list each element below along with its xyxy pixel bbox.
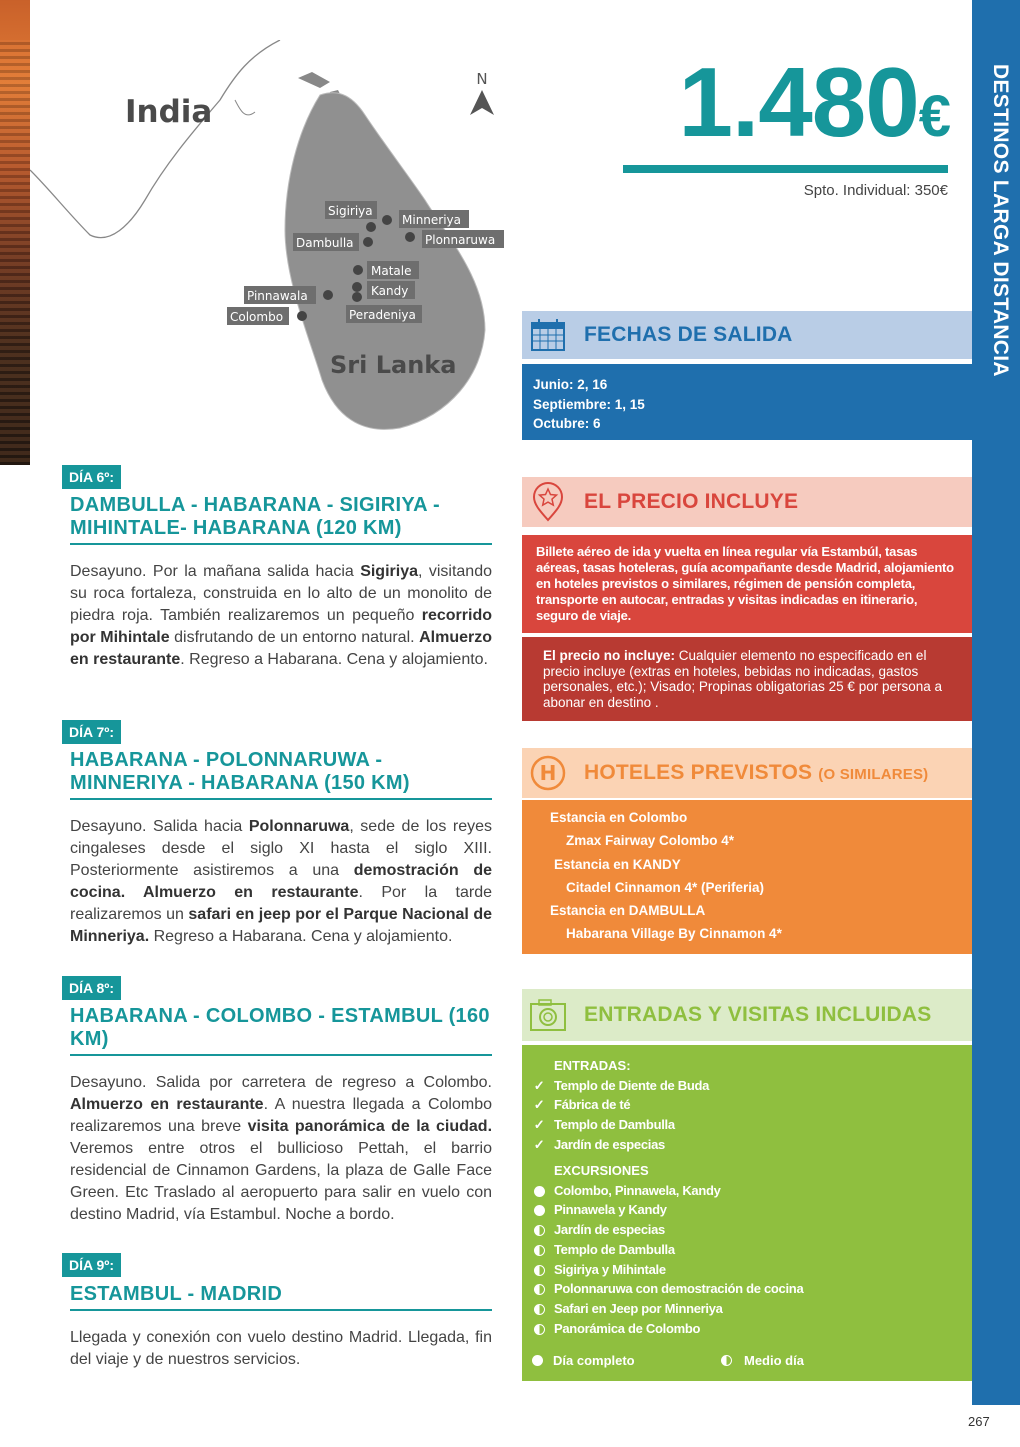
hotel-stay-colombo: Estancia en Colombo xyxy=(550,810,688,825)
date-line: Junio: 2, 16 xyxy=(533,377,608,392)
single-supplement: Spto. Individual: 350€ xyxy=(803,182,948,199)
map-place-dambulla: Dambulla xyxy=(296,236,354,250)
day-badge: DÍA 7º: xyxy=(62,720,121,744)
date-line: Octubre: 6 xyxy=(533,416,601,431)
half-day-icon xyxy=(721,1355,732,1366)
list-item: ✓ Jardín de especias xyxy=(533,1136,665,1152)
map-place-plonnaruwa: Plonnaruwa xyxy=(425,233,496,247)
list-item: ✓ Fábrica de té xyxy=(533,1097,631,1113)
list-item: Panorámica de Colombo xyxy=(522,1321,972,1341)
half-day-icon xyxy=(534,1225,545,1236)
day-badge: DÍA 8º: xyxy=(62,976,121,1000)
half-day-icon xyxy=(534,1284,545,1295)
calendar-icon xyxy=(526,313,570,357)
half-day-icon xyxy=(534,1304,545,1315)
hotels-title-sub: (O SIMILARES) xyxy=(818,766,929,783)
day-title: HABARANA - COLOMBO - ESTAMBUL (160 KM) xyxy=(70,1005,492,1056)
dates-title: FECHAS DE SALIDA xyxy=(584,323,793,346)
day-title: HABARANA - POLONNARUWA - MINNERIYA - HABARANA (150 KM) xyxy=(70,749,492,800)
visits-title: ENTRADAS Y VISITAS INCLUIDAS xyxy=(584,1003,932,1026)
map-label-india: India xyxy=(125,94,213,130)
list-item: Colombo, Pinnawela, Kandy xyxy=(522,1183,972,1203)
check-icon: ✓ xyxy=(533,1116,545,1132)
section-side-title: DESTINOS LARGA DISTANCIA xyxy=(989,64,1012,377)
camera-icon xyxy=(526,993,570,1037)
dates-box xyxy=(522,364,972,440)
map-place-minneriya: Minneriya xyxy=(402,213,462,227)
hotels-box xyxy=(522,800,972,954)
map-place-pinnawala: Pinnawala xyxy=(247,289,308,303)
hotels-title-main: HOTELES PREVISTOS xyxy=(584,761,813,784)
not-included-label: El precio no incluye: xyxy=(543,648,676,663)
hotels-title xyxy=(584,761,928,785)
list-item: ✓ Templo de Diente de Buda xyxy=(533,1077,710,1093)
visits-header xyxy=(522,989,972,1041)
trip-price xyxy=(590,47,950,167)
half-day-icon xyxy=(534,1265,545,1276)
check-icon: ✓ xyxy=(533,1136,545,1152)
list-item: Pinnawela y Kandy xyxy=(522,1202,972,1222)
map-place-peradeniya: Peradeniya xyxy=(349,308,416,322)
includes-text: Billete aéreo de ida y vuelta en línea regular vía Estambúl, tasas aéreas, tasas hoteleras, guía acompañante desde Madrid, alojamiento en hoteles previstos o similares, régimen de pensión completa, transporte en autocar, entradas y visitas indicadas en itinerario, seguro de viaje. xyxy=(536,544,954,623)
check-icon: ✓ xyxy=(533,1097,545,1113)
not-included-box xyxy=(522,637,972,721)
entradas-label: ENTRADAS: xyxy=(554,1058,631,1073)
list-item: Templo de Dambulla xyxy=(522,1242,972,1262)
list-item: Polonnaruwa con demostración de cocina xyxy=(522,1281,972,1301)
hotel-stay-kandy: Estancia en KANDY xyxy=(554,856,681,872)
check-icon: ✓ xyxy=(533,1077,545,1093)
list-item: Sigiriya y Mihintale xyxy=(522,1262,972,1282)
includes-title: EL PRECIO INCLUYE xyxy=(584,490,799,513)
excursiones-label: EXCURSIONES xyxy=(554,1163,649,1179)
sri-lanka-map xyxy=(30,40,520,440)
list-item: Jardín de especias xyxy=(522,1222,972,1242)
price-amount: 1.480 xyxy=(678,47,919,157)
north-arrow-icon xyxy=(470,90,494,115)
map-place-colombo: Colombo xyxy=(230,310,284,324)
half-day-icon xyxy=(534,1245,545,1256)
map-north-label: N xyxy=(476,70,488,88)
list-item: ✓ Templo de Dambulla xyxy=(533,1116,675,1132)
half-day-icon xyxy=(534,1324,545,1335)
day-badge: DÍA 6º: xyxy=(62,465,121,489)
date-line: Septiembre: 1, 15 xyxy=(533,396,645,412)
day-text: Desayuno. Salida hacia Polonnaruwa, sede de los reyes cingaleses desde el siglo XI hasta el siglo XIII. Posteriormente asistiremos a una demostración de cocina. Almuerzo en restaurante. Por la tarde realizaremos un safari en jeep por el Parque Nacional de Minneriya. Regreso a Habarana. Cena y alojamiento. xyxy=(70,818,493,945)
hotel-stay-dambulla: Estancia en DAMBULLA xyxy=(550,903,706,919)
includes-header xyxy=(522,477,972,527)
legend-full-day: Día completo xyxy=(532,1352,635,1369)
day-text: Llegada y conexión con vuelo destino Madrid. Llegada, fin del viaje y de nuestros servicios. xyxy=(70,1329,492,1368)
full-day-icon xyxy=(534,1186,545,1197)
svg-text:H: H xyxy=(539,761,557,785)
hotel-name: Zmax Fairway Colombo 4* xyxy=(566,833,735,849)
map-place-matale: Matale xyxy=(371,264,412,278)
visits-box xyxy=(522,1045,972,1381)
hotel-h-icon xyxy=(526,751,570,795)
day-text: Desayuno. Salida por carretera de regreso a Colombo. Almuerzo en restaurante. A nuestra llegada a Colombo realizaremos una breve visita panorámica de la ciudad. Veremos entre otros el bullicioso Pettah, el barrio residencial de Cinnamon Gardens, la plaza de Galle Face Green. Etc Traslado al aeropuerto para salir en vuelo con destino Madrid, vía Estambul. Noche a bordo. xyxy=(70,1074,493,1223)
price-currency: € xyxy=(918,84,950,149)
includes-box xyxy=(522,535,972,633)
hotels-header xyxy=(522,748,972,798)
map-label-sri-lanka: Sri Lanka xyxy=(330,351,457,379)
page-number: 267 xyxy=(968,1414,990,1429)
full-day-icon xyxy=(532,1355,543,1366)
dates-header xyxy=(522,311,972,359)
hotel-name: Citadel Cinnamon 4* (Periferia) xyxy=(566,879,765,895)
star-pin-icon xyxy=(526,480,570,524)
price-underline xyxy=(623,165,948,173)
list-item: Safari en Jeep por Minneriya xyxy=(522,1301,972,1321)
day-title: ESTAMBUL - MADRID xyxy=(70,1283,492,1311)
not-included-text: Cualquier elemento no especificado en el precio incluye (extras en hoteles, bebidas no indicadas, gastos personales, etc.); Visado; Propinas obligatorias 25 € por persona a abonar en destino . xyxy=(543,648,942,710)
day-title: DAMBULLA - HABARANA - SIGIRIYA - MIHINTALE- HABARANA (120 KM) xyxy=(70,494,492,545)
hotel-name: Habarana Village By Cinnamon 4* xyxy=(566,926,782,942)
excursiones-list xyxy=(522,1183,972,1341)
legend-half-day: Medio día xyxy=(721,1352,804,1369)
day-text: Desayuno. Por la mañana salida hacia Sigiriya, visitando su roca fortaleza, construida en lo alto de un monolito de piedra roja. También realizaremos un pequeño recorrido por Mihintale disfrutando de un entorno natural. Almuerzo en restaurante. Regreso a Habarana. Cena y alojamiento. xyxy=(70,563,493,668)
map-place-sigiriya: Sigiriya xyxy=(328,204,373,218)
cover-photo-texture xyxy=(0,40,30,465)
entradas-list xyxy=(522,1078,972,1157)
map-place-kandy: Kandy xyxy=(371,284,409,298)
full-day-icon xyxy=(534,1205,545,1216)
day-badge: DÍA 9º: xyxy=(62,1253,121,1277)
